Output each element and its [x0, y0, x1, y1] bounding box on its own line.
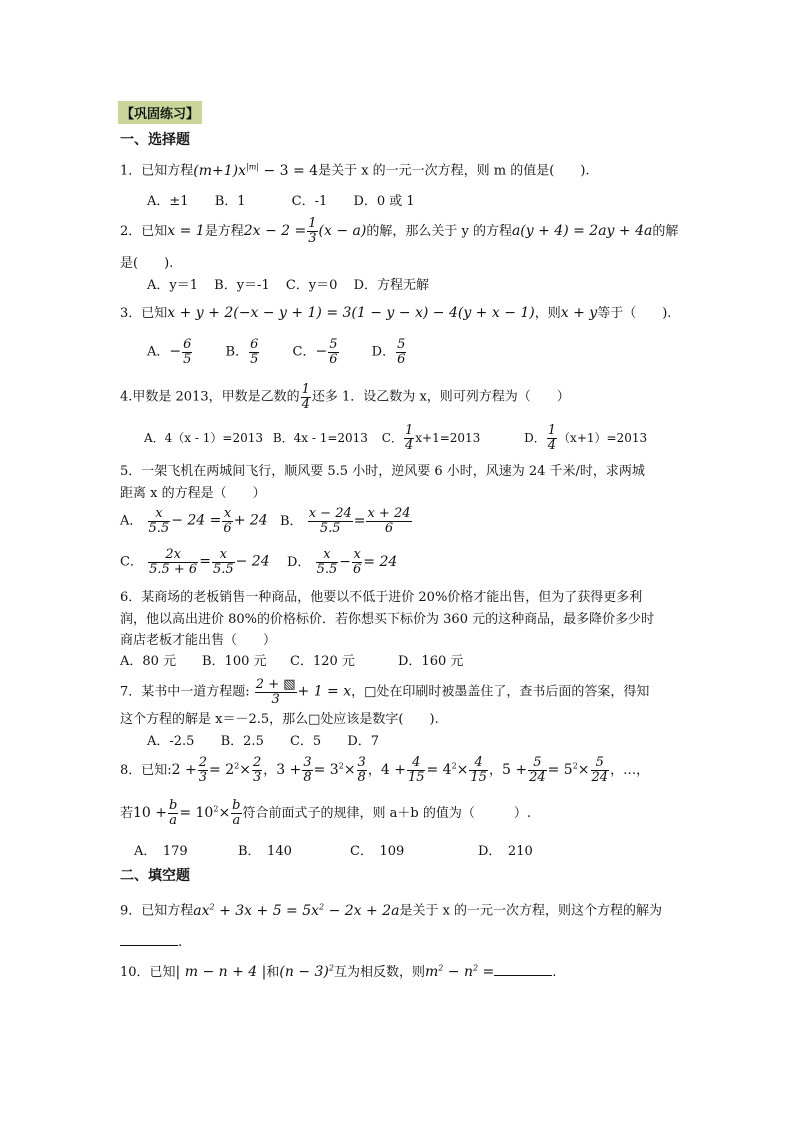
q7-fraction: $\frac{2 + ▧}{3}$	[255, 677, 296, 707]
q7-stem-pre: 7．某书中一道方程题:	[120, 684, 250, 700]
q5-options-ab	[120, 507, 413, 535]
q4-stem-post: 还多 1．设乙数为 x，则可列方程为（ ）	[311, 389, 570, 405]
q10-mid1: 和	[266, 965, 280, 980]
q10-stem-pre: 10．已知	[120, 965, 176, 980]
q3-f2: x + y	[560, 305, 598, 321]
question-9	[120, 903, 662, 918]
q2-option-b: B．y＝-1	[214, 278, 270, 293]
q8-expr-1: 2 + $\frac{2}{3}$ = $2^2\times$ $\frac{2}{3}$	[171, 755, 262, 785]
q7-stem-post: ，□处在印刷时被墨盖住了，查书后面的答案，得知	[351, 684, 650, 700]
q6-option-c: C．120 元	[290, 654, 355, 669]
q3-options	[147, 338, 429, 366]
q6-line3: 商店老板才能出售（ ）	[120, 633, 277, 648]
q6-option-a: A．80 元	[120, 654, 177, 669]
q8-l2-pre: 若	[120, 806, 134, 822]
q8-option-c: C． 109	[350, 844, 405, 859]
q5-option-c: C． $\frac{2x}{5.5 + 6}$ = $\frac{x}{5.5}$ − 24	[120, 547, 270, 577]
section-title-choice: 一、选择题	[120, 132, 190, 148]
q9-answer-blank[interactable]	[120, 933, 178, 946]
q3-option-c: C．− $\frac{5}{6}$	[292, 337, 338, 367]
q5-option-a: A． $\frac{x}{5.5}$ − 24 = $\frac{x}{6}$ + 24	[120, 506, 268, 536]
q8-line2	[120, 799, 531, 827]
q2-mid2: 的解，那么关于 y 的方程	[366, 224, 512, 240]
q6-options	[120, 655, 463, 668]
q7-option-c: C．5	[289, 734, 322, 749]
q8-l2-post: 符合前面式子的规律，则 a＋b 的值为（ ）.	[242, 806, 531, 822]
q10-mid2: 互为相反数，则	[333, 965, 425, 980]
q1-option-c: C．-1	[291, 194, 328, 209]
q4-option-c: C． $\frac{1}{4}$ x+1=2013	[381, 423, 481, 453]
q8-expr-4: 5 + $\frac{5}{24}$ = $5^2\times$ $\frac{5}{24}$	[501, 755, 609, 785]
question-4	[120, 383, 570, 411]
q1-options	[147, 195, 437, 208]
section-tag: 【巩固练习】	[118, 101, 202, 124]
q7-option-d: D．7	[347, 734, 380, 749]
q4-option-b: B．4x - 1=2013	[272, 430, 368, 445]
q6-line1: 6．某商场的老板销售一种商品，他要以不低于进价 20%价格才能出售，但为了获得更多利	[120, 590, 643, 605]
q9-stem-pre: 9．已知方程	[120, 903, 194, 919]
q6-option-b: B．100 元	[202, 654, 267, 669]
question-7	[120, 678, 649, 706]
q2-option-d: D．方程无解	[353, 278, 429, 293]
q2-f2: 2x − 2 = $\frac{1}{3}$ (x − a)	[243, 216, 367, 246]
q8-stem-pre: 8．已知:	[120, 763, 172, 779]
q2-mid1: 是方程	[204, 224, 244, 240]
q5-line2: 距离 x 的方程是（ ）	[120, 486, 266, 501]
question-3	[120, 306, 671, 320]
q2-mid3: 的解	[652, 224, 679, 240]
q6-line2: 润，他以高出进价 80%的价格标价．若你想买下标价为 360 元的这种商品，最多降价多少时	[120, 612, 655, 627]
q4-stem-pre: 4.甲数是 2013，甲数是乙数的	[120, 389, 300, 405]
q3-stem-post: 等于（ ).	[597, 306, 672, 321]
question-8: 8．已知:2 + $\frac{2}{3}$ = $2^2\times$ $\frac{2}{3}$ ，3 + $\frac{3}{8}$ = $3^2\times$ $\frac{3}{8}$ ，4 + $\frac{4}{15}$ = $4^2\times$ $\frac{4}{15}$ ，5 + $\frac{5}{24}$ = $5^2\times$ $\frac{5}{24}$ ，…，	[120, 755, 650, 785]
q5-option-d: D． $\frac{x}{5.5}$ − $\frac{x}{6}$ = 24	[287, 547, 398, 577]
q2-line2: 是( ).	[120, 256, 174, 271]
q8-option-a: A． 179	[134, 844, 188, 859]
q2-f3: a(y + 4) = 2ay + 4a	[511, 223, 653, 240]
q7-option-b: B．2.5	[220, 734, 264, 749]
q7-options	[147, 735, 401, 748]
q7-line2: 这个方程的解是 x＝－2.5，那么□处应该是数字( ).	[120, 712, 439, 727]
q3-stem-pre: 3．已知	[120, 306, 168, 321]
q8-l2-expr: 10 + $\frac{b}{a}$ = $10^2\times$ $\frac{b}{a}$	[133, 798, 241, 828]
q1-formula: $(m+1)x^{|m|} - 3 = 4$	[193, 162, 319, 179]
q8-option-d: D． 210	[478, 844, 533, 859]
q3-option-a: A．− $\frac{6}{5}$	[147, 337, 192, 367]
q2-stem-pre: 2．已知	[120, 224, 168, 240]
q8-expr-2: 3 + $\frac{3}{8}$ = $3^2\times$ $\frac{3}{8}$	[276, 755, 366, 785]
q1-option-d: D．0 或 1	[353, 194, 415, 209]
q3-formula: x + y + 2(−x − y + 1) = 3(1 − y − x) − 4(y + x − 1)	[167, 305, 535, 321]
q1-stem-pre: 1．已知方程	[120, 163, 194, 179]
q5-line1: 5．一架飞机在两城间飞行，顺风要 5.5 小时，逆风要 6 小时，风速为 24 千米/时，求两城	[120, 464, 645, 479]
q8-options	[134, 845, 533, 858]
q2-f1: x = 1	[167, 223, 205, 240]
q10-answer-blank[interactable]	[494, 963, 552, 976]
q7-option-a: A．-2.5	[147, 734, 195, 749]
q8-expr-3: 4 + $\frac{4}{15}$ = $4^2\times$ $\frac{4}{15}$	[380, 755, 487, 785]
q2-options	[147, 279, 451, 292]
q4-options	[144, 424, 647, 452]
q2-option-a: A．y＝1	[147, 278, 199, 293]
question-2	[120, 217, 678, 245]
q3-mid: ，则	[534, 306, 561, 321]
q4-fraction: $\frac{1}{4}$	[301, 382, 310, 412]
q4-option-d: D． $\frac{1}{4}$ （x+1）=2013	[524, 423, 648, 453]
q1-stem-post: 是关于 x 的一元一次方程，则 m 的值是( ).	[318, 163, 590, 179]
q5-option-b: B． $\frac{x - 24}{5.5}$ = $\frac{x + 24}{6}$	[280, 506, 411, 536]
q3-option-d: D． $\frac{5}{6}$	[371, 337, 406, 367]
q8-option-b: B． 140	[238, 844, 292, 859]
q6-option-d: D．160 元	[398, 654, 464, 669]
q10-f1: | m − n + 4 |	[175, 964, 267, 980]
question-10: 10．已知| m − n + 4 |和$(n - 3)^2$互为相反数，则$m^2 - n^2$ = .	[120, 963, 557, 980]
q9-stem-post: 是关于 x 的一元一次方程，则这个方程的解为	[399, 903, 663, 919]
q10-f2: $(n - 3)^2$	[279, 963, 334, 980]
q7-rest: + 1 = x	[297, 683, 352, 700]
q1-option-a: A．±1	[147, 194, 189, 209]
q4-option-a: A．4（x - 1）=2013	[144, 430, 263, 445]
section-title-fill: 二、填空题	[120, 868, 190, 884]
q1-option-b: B．1	[214, 194, 246, 209]
q5-options-cd	[120, 548, 397, 576]
q8-ellipsis: ，…，	[610, 763, 650, 779]
question-1	[120, 163, 590, 178]
q10-f3: $m^2 - n^2$ =	[424, 963, 495, 980]
q9-formula: $ax^2 + 3x + 5 = 5x^2 - 2x + 2a$	[193, 902, 400, 919]
q3-option-b: B． $\frac{6}{5}$	[225, 337, 259, 367]
q9-line2: .	[120, 933, 182, 949]
q2-option-c: C．y＝0	[285, 278, 338, 293]
